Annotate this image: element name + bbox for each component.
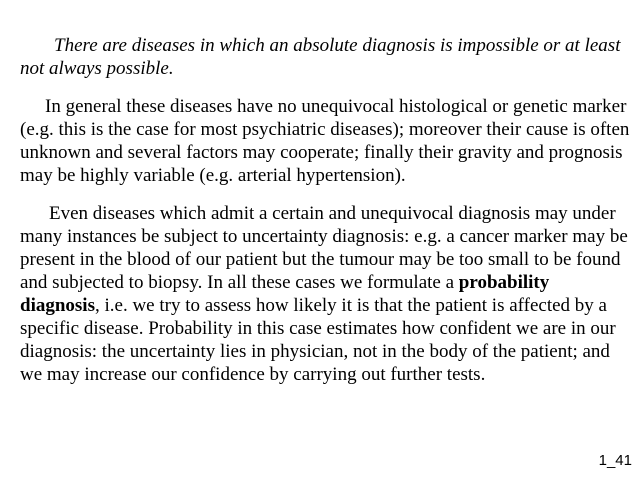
paragraph-uncertainty <box>20 202 632 386</box>
intro-paragraph: There are diseases in which an absolute diagnosis is impossible or at least not always possible. <box>20 35 621 79</box>
slide-number: 1_41 <box>598 452 632 469</box>
paragraph-general: In general these diseases have no unequivocal histological or genetic marker (e.g. this is the case for most psychiatric diseases); moreover their cause is often unknown and several factors may cooperate; finally their gravity and prognosis may be highly variable (e.g. arterial hypertension). <box>20 96 630 186</box>
probability-diagnosis-term: probability diagnosis <box>20 272 550 316</box>
paragraph-uncertainty-text-before: Even diseases which admit a certain and unequivocal diagnosis may under many instances be subject to uncertainty diagnosis: e.g. a cancer marker may be present in the blood of our patient but the tumour may be too small to be found and subjected to biopsy. In all these cases we formulate a <box>20 203 628 293</box>
paragraph-uncertainty-text-after: , i.e. we try to assess how likely it is that the patient is affected by a specific disease. Probability in this case estimates how confident we are in our diagnosis: the uncertainty lies in physician, not in the body of the patient; and we may increase our confidence by carrying out further tests. <box>20 295 616 385</box>
